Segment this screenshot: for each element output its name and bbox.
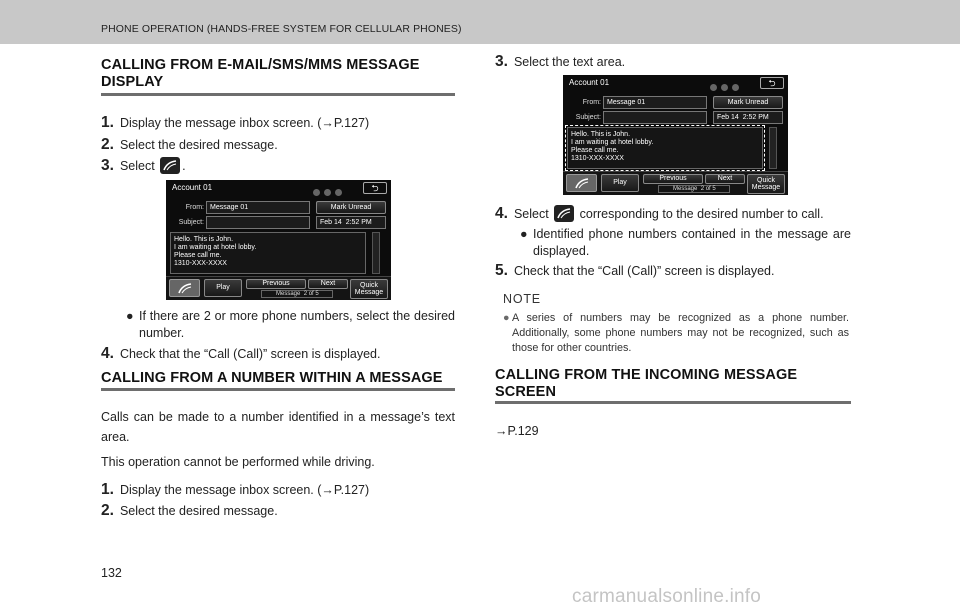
account-name: Account 01 <box>172 183 213 192</box>
step-number: 2. <box>101 502 114 519</box>
step-text: Select the text area. <box>513 55 626 69</box>
back-button[interactable]: ⮌ <box>760 77 784 89</box>
step-text: Select <box>513 207 549 221</box>
quick-message-button[interactable]: Quick Message <box>747 174 785 194</box>
section-title-within-message: CALLING FROM A NUMBER WITHIN A MESSAGE <box>101 370 443 386</box>
step-number: 1. <box>101 481 114 498</box>
page-header-bar <box>0 0 960 44</box>
bottom-bar <box>563 171 788 195</box>
date-text: Feb 14 <box>320 219 342 226</box>
section-rule <box>495 401 851 404</box>
message-text-area[interactable]: Hello. This is John. I am waiting at hotel lobby. Please call me. 1310-XXX-XXXX <box>170 232 366 274</box>
step-number: 4. <box>101 345 114 362</box>
step-1-b <box>101 481 369 499</box>
call-button-icon <box>160 157 180 174</box>
step-number: 3. <box>495 53 508 70</box>
step-text: Display the message inbox screen. (→P.127) <box>119 483 370 497</box>
message-counter <box>261 290 333 298</box>
watermark: carmanualsonline.info <box>572 586 762 607</box>
play-button[interactable]: Play <box>601 174 639 192</box>
step-text: Select <box>119 159 155 173</box>
quick-message-button[interactable]: Quick Message <box>350 279 388 299</box>
message-text-area[interactable]: Hello. This is John. I am waiting at hotel lobby. Please call me. 1310-XXX-XXXX <box>567 127 763 169</box>
step-text: Check that the “Call (Call)” screen is displayed. <box>513 264 775 278</box>
next-button[interactable]: Next <box>705 174 745 184</box>
paragraph-driving: This operation cannot be performed while driving. <box>101 455 375 469</box>
call-button[interactable] <box>566 174 597 192</box>
bullet-dot: ● <box>126 309 134 323</box>
bullet-text: If there are 2 or more phone numbers, select the desired number. <box>139 309 455 340</box>
page-reference-link[interactable]: →P.129 <box>495 424 539 438</box>
page-header-title: PHONE OPERATION (HANDS-FREE SYSTEM FOR CELLULAR PHONES) <box>101 23 462 35</box>
subject-label: Subject: <box>178 219 204 226</box>
bullet-dot: ● <box>520 227 528 241</box>
from-label: From: <box>185 204 204 211</box>
bullet-text: Identified phone numbers contained in the message are displayed. <box>533 227 851 258</box>
counter-label: Message <box>673 186 698 192</box>
message-counter <box>658 185 730 193</box>
status-icons <box>710 78 756 87</box>
step-number: 3. <box>101 157 114 174</box>
step-3 <box>101 157 186 175</box>
from-field: Message 01 <box>603 96 707 109</box>
bottom-bar <box>166 276 391 300</box>
step-text: Select the desired message. <box>119 138 278 152</box>
call-button-icon <box>554 205 574 222</box>
next-button[interactable]: Next <box>308 279 348 289</box>
step-4 <box>101 345 380 363</box>
text-area-highlight <box>565 125 765 171</box>
phone-pen-icon <box>177 282 193 295</box>
counter-value: 2 of 5 <box>700 186 716 192</box>
step-4-b <box>495 205 824 223</box>
scrollbar[interactable] <box>769 127 777 169</box>
step-1 <box>101 114 369 132</box>
note-text <box>503 311 849 356</box>
step-3-b <box>495 53 625 71</box>
status-icons <box>313 183 359 192</box>
time-text: 2:52 PM <box>345 219 372 226</box>
from-label: From: <box>582 99 601 106</box>
date-text: Feb 14 <box>717 114 739 121</box>
back-button[interactable]: ⮌ <box>363 182 387 194</box>
subject-field <box>206 216 310 229</box>
phone-pen-icon <box>574 177 590 190</box>
mark-unread-button[interactable]: Mark Unread <box>316 201 386 214</box>
step-text: Select the desired message. <box>119 504 278 518</box>
step-text: Display the message inbox screen. (→P.127) <box>119 116 370 130</box>
subject-field <box>603 111 707 124</box>
date-time-field <box>713 111 783 124</box>
bullet-multiple-numbers <box>126 308 455 342</box>
step-text-after: corresponding to the desired number to call. <box>579 207 824 221</box>
from-field: Message 01 <box>206 201 310 214</box>
step-text: Check that the “Call (Call)” screen is displayed. <box>119 347 381 361</box>
step-2 <box>101 136 278 154</box>
bullet-identified-numbers <box>520 226 851 260</box>
section-rule <box>101 93 455 96</box>
step-number: 5. <box>495 262 508 279</box>
step-2-b <box>101 502 278 520</box>
scrollbar[interactable] <box>372 232 380 274</box>
previous-button[interactable]: Previous <box>246 279 306 289</box>
note-bullet-dot: ● <box>503 312 510 324</box>
paragraph-intro: Calls can be made to a number identified in a message’s text area. <box>101 410 455 444</box>
play-button[interactable]: Play <box>204 279 242 297</box>
step-number: 1. <box>101 114 114 131</box>
date-time-field <box>316 216 386 229</box>
note-body: A series of numbers may be recognized as a phone number. Additionally, some phone numbers may not be recognized, such as those for other countries. <box>512 312 849 354</box>
message-text-area-screen <box>563 75 788 195</box>
mark-unread-button[interactable]: Mark Unread <box>713 96 783 109</box>
page-number: 132 <box>101 566 122 580</box>
account-name: Account 01 <box>569 78 610 87</box>
time-text: 2:52 PM <box>742 114 769 121</box>
section-title-email-sms: CALLING FROM E-MAIL/SMS/MMS MESSAGE DISPLAY <box>101 57 420 90</box>
step-number: 4. <box>495 205 508 222</box>
note-title: NOTE <box>503 292 541 306</box>
counter-value: 2 of 5 <box>303 291 319 297</box>
counter-label: Message <box>276 291 301 297</box>
step-5-b <box>495 262 774 280</box>
step-number: 2. <box>101 136 114 153</box>
section-rule <box>101 388 455 391</box>
call-button[interactable] <box>169 279 200 297</box>
message-display-screen <box>166 180 391 300</box>
step-text-after: . <box>182 159 186 173</box>
previous-button[interactable]: Previous <box>643 174 703 184</box>
section-title-incoming: CALLING FROM THE INCOMING MESSAGE SCREEN <box>495 367 798 400</box>
subject-label: Subject: <box>575 114 601 121</box>
